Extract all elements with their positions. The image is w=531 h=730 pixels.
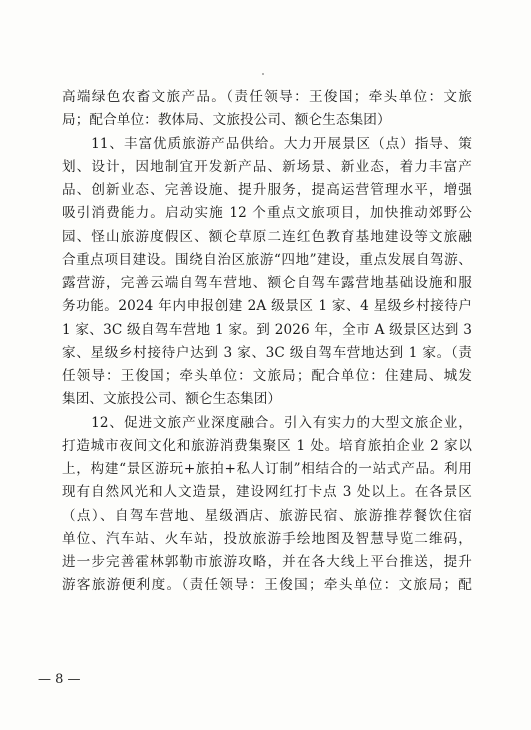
text-line: 务功能。2024 年内申报创建 2A 级景区 1 家、4 星级乡村接待户: [62, 298, 472, 315]
text-line: 11、丰富优质旅游产品供给。大力开展景区（点）指导、策: [62, 135, 472, 152]
scan-speck: [262, 73, 264, 75]
text-line: 12、促进文旅产业深度融合。引入有实力的大型文旅企业，: [62, 414, 472, 431]
page-number: — 8 —: [38, 672, 81, 687]
text-line: 划、设计，因地制宜开发新产品、新场景、新业态，着力丰富产: [62, 158, 472, 175]
text-line: 游客旅游便利度。（责任领导：王俊国；牵头单位：文旅局；配: [62, 577, 472, 594]
text-line: 合重点项目建设。围绕自治区旅游“四地”建设，重点发展自驾游、: [62, 251, 472, 268]
text-line: 高端绿色农畜文旅产品。（责任领导：王俊国；牵头单位：文旅: [62, 89, 472, 105]
text-line: 园、怪山旅游度假区、额仑草原二连红色教育基地建设等文旅融: [62, 228, 472, 245]
body-text: [62, 86, 472, 598]
text-line: 打造城市夜间文化和旅游消费集聚区 1 处。培育旅拍企业 2 家以: [62, 437, 472, 454]
text-line: 吸引消费能力。启动实施 12 个重点文旅项目，加快推动郊野公: [62, 205, 472, 222]
text-line: 品、创新业态、完善设施、提升服务，提高运营管理水平，增强: [62, 182, 472, 198]
text-line: 家、星级乡村接待户达到 3 家、3C 级自驾车营地达到 1 家。（责: [62, 344, 472, 361]
text-line: 集团、文旅投公司、额仑生态集团）: [62, 391, 282, 408]
text-line: 露营游，完善云端自驾车营地、额仑自驾车露营地基础设施和服: [62, 275, 472, 291]
text-line: （点）、自驾车营地、星级酒店、旅游民宿、旅游推荐餐饮住宿: [62, 507, 472, 524]
text-line: 1 家、3C 级自驾车营地 1 家。到 2026 年，全市 A 级景区达到 3: [62, 321, 472, 338]
text-line: 局；配合单位：教体局、文旅投公司、额仑生态集团）: [62, 112, 391, 129]
text-line: 任领导：王俊国；牵头单位：文旅局；配合单位：住建局、城发: [62, 368, 472, 384]
text-line: 单位、汽车站、火车站，投放旅游手绘地图及智慧导览二维码，: [62, 530, 472, 547]
text-line: 现有自然风光和人文造景，建设网红打卡点 3 处以上。在各景区: [62, 484, 472, 501]
text-line: 上，构建“景区游玩+旅拍+私人订制”相结合的一站式产品。利用: [62, 461, 472, 477]
text-line: 进一步完善霍林郭勒市旅游攻略，并在各大线上平台推送，提升: [62, 554, 472, 570]
